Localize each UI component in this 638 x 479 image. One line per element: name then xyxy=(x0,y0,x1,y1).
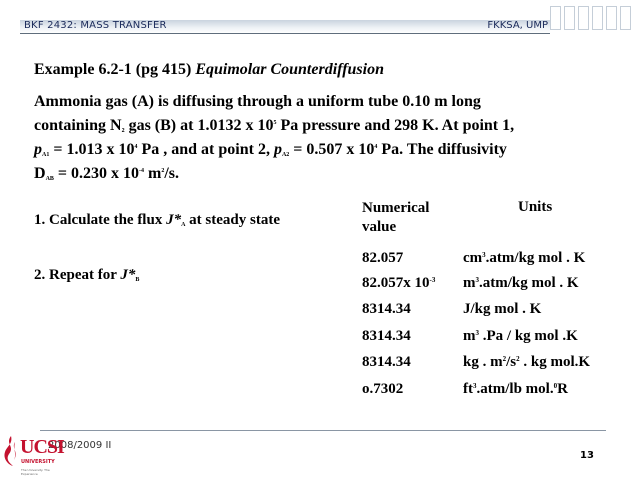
problem-line-2: containing $N_2$ gas (B) at 1.0132 x $10^5$ Pa pressure and 298 K. At point 1, xyxy=(34,117,515,134)
logo-tagline: The University. The Experience xyxy=(21,468,50,476)
header-decoration xyxy=(548,0,638,38)
table-cell-value: 8314.34 xyxy=(362,301,411,317)
question-2: 2. Repeat for $J*_B$ xyxy=(34,267,140,283)
table-cell-unit: $ft^3.atm/lb$ mol.$^0$R xyxy=(463,381,568,397)
footer-semester: 2008/2009 II xyxy=(48,440,112,451)
column-header-value: Numerical value xyxy=(362,200,430,235)
example-title: Example 6.2-1 (pg 415) Equimolar Counterdiffusion xyxy=(34,61,384,78)
table-cell-unit: $m^3$ .Pa / kg mol .K xyxy=(463,328,578,344)
logo-subtitle: UNIVERSITY xyxy=(21,459,55,465)
table-cell-value: 8314.34 xyxy=(362,354,411,370)
table-cell-value: 8314.34 xyxy=(362,328,411,344)
header-divider xyxy=(20,33,550,34)
table-cell-unit: kg . $m^2/s^2$ . kg mol.K xyxy=(463,354,591,370)
problem-line-3: $p_{A1} = 1.013$ x $10^4$ Pa , and at point 2, $p_{A2} = 0.507$ x $10^4$ Pa. The diffusivity xyxy=(34,141,507,158)
table-cell-value: o.7302 xyxy=(362,381,404,397)
ucsi-logo xyxy=(0,428,64,479)
table-cell-unit: J/kg mol . K xyxy=(463,301,542,317)
column-header-units: Units xyxy=(518,199,553,215)
problem-line-1: Ammonia gas (A) is diffusing through a uniform tube 0.10 m long xyxy=(34,93,481,110)
slide-header xyxy=(20,20,550,36)
faculty-name: FKKSA, UMP xyxy=(487,20,548,31)
course-code: BKF 2432: MASS TRANSFER xyxy=(24,20,167,31)
footer-divider xyxy=(40,430,606,431)
page-number: 13 xyxy=(580,450,594,461)
problem-line-4: $D_{AB} = 0.230$ x $10^{-4}$ $m^2/s$. xyxy=(34,165,180,182)
table-cell-value: 82.057x $10^{-3}$ xyxy=(362,275,436,291)
table-cell-unit: $m^3.atm/kg$ mol . K xyxy=(463,275,579,291)
flame-icon xyxy=(1,434,21,468)
question-1: 1. Calculate the flux $J*_A$ at steady state xyxy=(34,212,280,228)
table-cell-value: 82.057 xyxy=(362,250,404,266)
table-cell-unit: $cm^3.atm/kg$ mol . K xyxy=(463,250,586,266)
logo-name: UCSI xyxy=(20,436,64,458)
